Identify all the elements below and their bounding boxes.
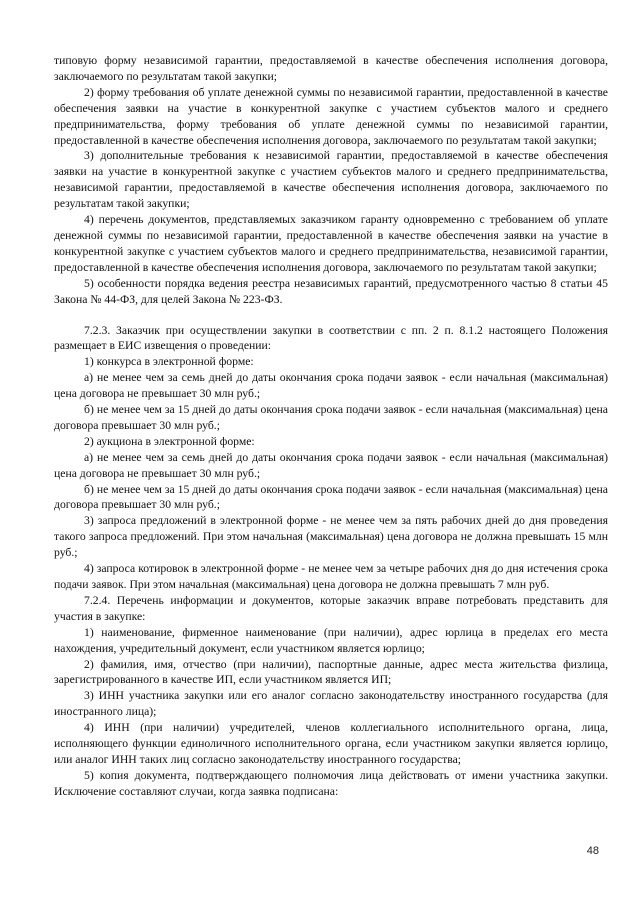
- paragraph-competition-b: б) не менее чем за 15 дней до даты окончания срока подачи заявок - если начальная (максимальная) цена договора превышает 30 млн руб.;: [54, 403, 608, 432]
- paragraph-list-item-4: 4) ИНН (при наличии) учредителей, членов коллегиального исполнительного органа, лица, исполняющего функции единоличного исполнительного органа, если участником закупки является юрлицо, или аналог ИНН таких лиц согласно законодательству иностранного государства;: [54, 721, 608, 766]
- page-number: 48: [586, 845, 599, 857]
- paragraph-list-item-1: 1) наименование, фирменное наименование (при наличии), адрес юрлица в пределах его места нахождения, учредительный документ, если участником является юрлицо;: [54, 625, 608, 655]
- paragraph-competition-a: а) не менее чем за семь дней до даты окончания срока подачи заявок - если начальная (максимальная) цена договора не превышает 30 млн руб.;: [54, 371, 608, 401]
- paragraph-auction-a: а) не менее чем за семь дней до даты окончания срока подачи заявок - если начальная (максимальная) цена договора не превышает 30 млн руб.;: [54, 450, 608, 480]
- paragraph-item-2-demand-form: 2) форму требования об уплате денежной суммы по независимой гарантии, предоставленной в качестве обеспечения заявки на участие в конкурентной закупке с участием субъектов малого и среднего предпринимательства, форму требования об уплате денежной суммы по независимой гарантии, предоставленной в качестве обеспечения исполнения договора, заключаемого по результатам такой закупки;: [54, 85, 608, 147]
- paragraph-item-3-additional-requirements: 3) дополнительные требования к независимой гарантии, предоставляемой в качестве обеспечения заявки на участие в конкурентной закупке с участием субъектов малого и среднего предпринимательства, независимой гарантии, предоставляемой в качестве обеспечения исполнения договора, заключаемого по результатам такой закупки;: [54, 149, 608, 211]
- paragraph-list-item-5: 5) копия документа, подтверждающего полномочия лица действовать от имени участника закупки. Исключение составляют случаи, когда заявка подписана:: [54, 768, 608, 798]
- paragraph-request-for-proposals: 3) запроса предложений в электронной форме - не менее чем за пять рабочих дней до дня проведения такого запроса предложений. При этом начальная (максимальная) цена договора не должна превышать 15 млн руб.;: [54, 514, 608, 560]
- paragraph-auction-heading: 2) аукциона в электронной форме:: [84, 434, 255, 448]
- paragraph-section-7-2-3: 7.2.3. Заказчик при осуществлении закупки в соответствии с пп. 2 п. 8.1.2 настоящего Положения размещает в ЕИС извещения о проведении:: [54, 323, 608, 353]
- paragraph-request-for-quotations: 4) запроса котировок в электронной форме - не менее чем за четыре рабочих дня до дня истечения срока подачи заявок. При этом начальная (максимальная) цена договора не должна превышать 7 млн руб.: [54, 562, 608, 591]
- paragraph-auction-b: б) не менее чем за 15 дней до даты окончания срока подачи заявок - если начальная (максимальная) цена договора превышает 30 млн руб.;: [54, 482, 608, 512]
- paragraph-list-item-3: 3) ИНН участника закупки или его аналог согласно законодательству иностранного государства (для иностранного лица);: [54, 689, 608, 719]
- paragraph-section-7-2-4: 7.2.4. Перечень информации и документов, которые заказчик вправе потребовать представить для участия в закупке:: [54, 593, 608, 623]
- paragraph-item-4-document-list: 4) перечень документов, представляемых заказчиком гаранту одновременно с требованием об уплате денежной суммы по независимой гарантии, предоставленной в качестве обеспечения заявки на участие в конкурентной закупке с участием субъектов малого и среднего предпринимательства, независимой гарантии, предоставленной в качестве обеспечения исполнения договора, заключаемого по результатам такой закупки;: [54, 213, 608, 274]
- paragraph-item-5-registry: 5) особенности порядка ведения реестра независимых гарантий, предусмотренного частью 8 статьи 45 Закона № 44-ФЗ, для целей Закона № 223-ФЗ.: [54, 276, 608, 306]
- paragraph-competition-heading: 1) конкурса в электронной форме:: [84, 355, 254, 369]
- paragraph-list-item-2: 2) фамилия, имя, отчество (при наличии), паспортные данные, адрес места жительства физлица, зарегистрированного в качестве ИП, если участником является ИП;: [54, 657, 608, 687]
- paragraph-guarantee-form-tail: типовую форму независимой гарантии, предоставляемой в качестве обеспечения исполнения договора, заключаемого по результатам такой закупки;: [54, 54, 608, 83]
- document-body: [54, 53, 608, 800]
